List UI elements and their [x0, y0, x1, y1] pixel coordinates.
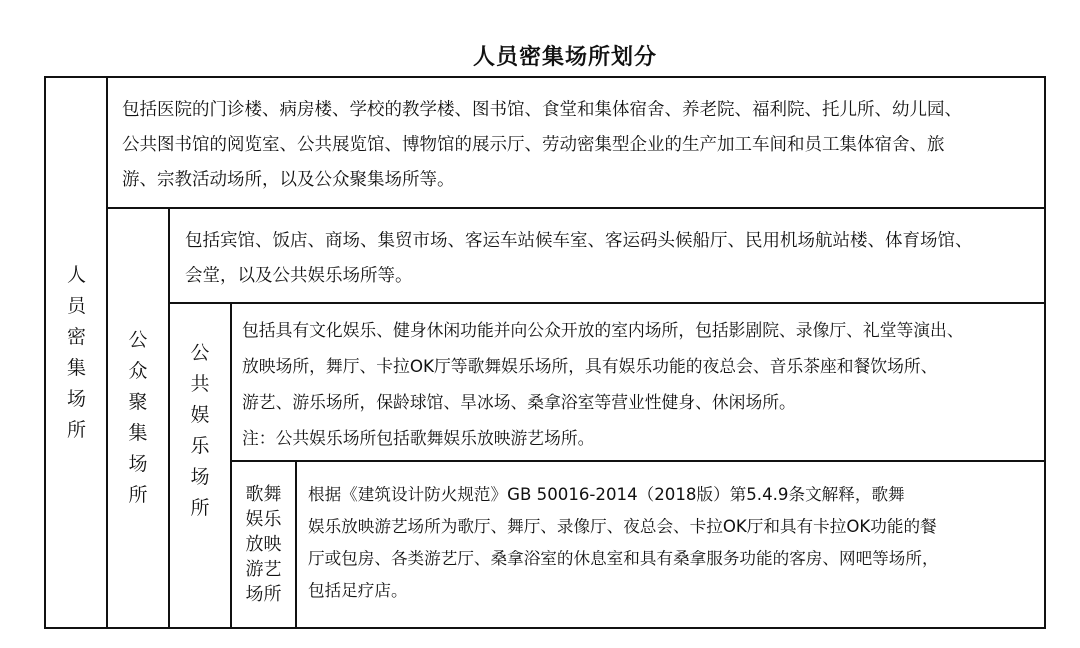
table-title: 人员密集场所划分: [472, 45, 657, 70]
label-char: 所: [128, 484, 148, 506]
label-char: 聚: [128, 391, 148, 413]
category-label-public-gathering: [108, 209, 168, 627]
label-pair: 娱乐: [245, 509, 282, 530]
text-line: 放映场所，舞厅、卡拉OK厅等歌舞娱乐场所，具有娱乐功能的夜总会、音乐茶座和餐饮场所、: [242, 356, 938, 376]
label-pair: 游艺: [245, 559, 282, 580]
text-line: 会堂，以及公共娱乐场所等。: [185, 266, 413, 286]
text-line: 注：公共娱乐场所包括歌舞娱乐放映游艺场所。: [242, 428, 595, 448]
text-line: 包括足疗店。: [308, 581, 408, 600]
public-gathering-description: [185, 224, 1040, 294]
text-line: 包括宾馆、饭店、商场、集贸市场、客运车站候车室、客运码头候船厅、民用机场航站楼、体育场馆、: [185, 231, 973, 251]
crowded-places-description: [122, 93, 1040, 198]
label-char: 集: [66, 356, 86, 379]
text-line: 根据《建筑设计防火规范》GB 50016-2014（2018版）第5.4.9条文解释，歌舞: [308, 485, 905, 504]
label-pair: 放映: [245, 534, 282, 555]
label-char: 所: [66, 418, 86, 441]
label-char: 人: [66, 263, 86, 286]
divider: [106, 207, 1046, 209]
text-line: 游、宗教活动场所，以及公众聚集场所等。: [122, 170, 455, 190]
label-char: 众: [128, 360, 148, 382]
label-char: 公: [128, 329, 148, 351]
category-label-song-dance-venues: [232, 462, 295, 627]
label-char: 密: [66, 325, 86, 348]
text-line: 娱乐放映游艺场所为歌厅、舞厅、录像厅、夜总会、卡拉OK厅和具有卡拉OK功能的餐: [308, 517, 937, 536]
category-label-crowded-places: [46, 78, 107, 627]
label-char: 场: [190, 466, 210, 488]
label-char: 场: [66, 387, 86, 410]
label-pair: 歌舞: [245, 484, 282, 505]
text-line: 包括医院的门诊楼、病房楼、学校的教学楼、图书馆、食堂和集体宿舍、养老院、福利院、托儿所、幼儿园、: [122, 100, 962, 120]
label-char: 乐: [190, 435, 210, 457]
label-char: 员: [66, 294, 86, 317]
text-line: 游艺、游乐场所，保龄球馆、旱冰场、桑拿浴室等营业性健身、休闲场所。: [242, 392, 796, 412]
text-line: 厅或包房、各类游艺厅、桑拿浴室的休息室和具有桑拿服务功能的客房、网吧等场所，: [308, 549, 939, 568]
divider: [295, 460, 297, 629]
label-char: 所: [190, 497, 210, 519]
label-char: 共: [190, 373, 210, 395]
public-entertainment-description: [242, 312, 1040, 456]
text-line: 包括具有文化娱乐、健身休闲功能并向公众开放的室内场所，包括影剧院、录像厅、礼堂等演出、: [242, 320, 964, 340]
divider: [168, 302, 1046, 304]
text-line: 公共图书馆的阅览室、公共展览馆、博物馆的展示厅、劳动密集型企业的生产加工车间和员工集体宿舍、旅: [122, 135, 945, 155]
song-dance-venues-description: [308, 479, 1040, 607]
label-char: 集: [128, 422, 148, 444]
divider: [230, 460, 1046, 462]
category-label-public-entertainment: [170, 304, 230, 627]
label-char: 场: [128, 453, 148, 475]
label-pair: 场所: [245, 584, 282, 605]
label-char: 公: [190, 342, 210, 364]
label-char: 娱: [190, 404, 210, 426]
